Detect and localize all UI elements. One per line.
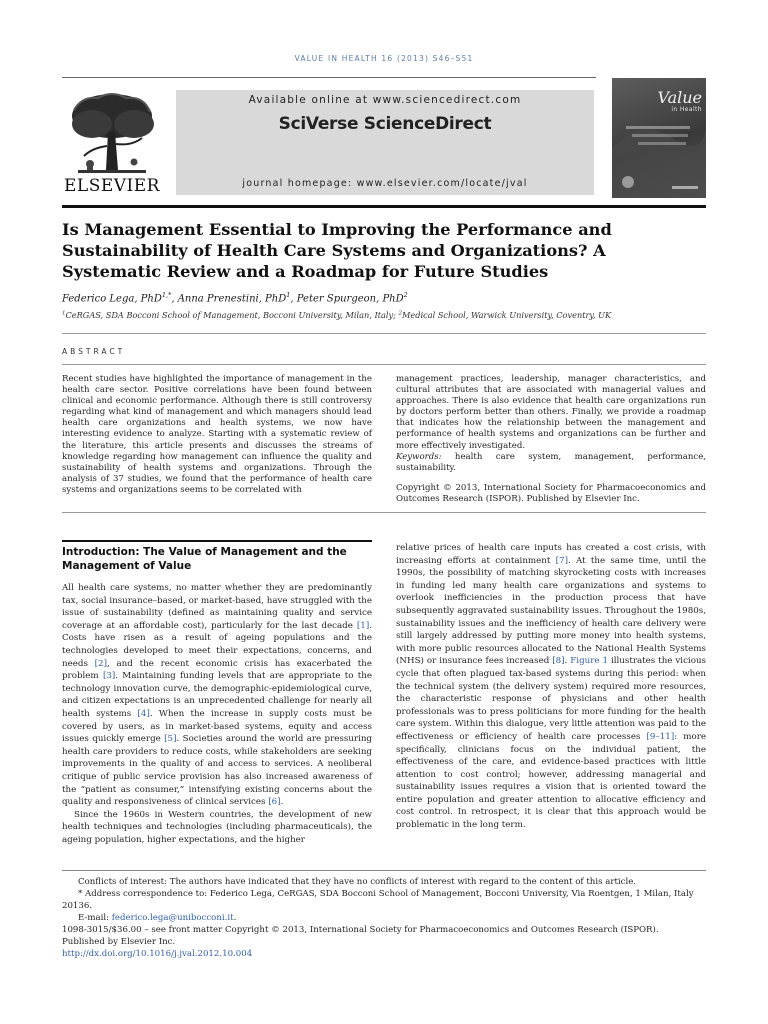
affiliations: [62, 310, 702, 320]
header-thick-rule: [62, 205, 706, 208]
journal-reference: VALUE IN HEALTH 16 (2013) S46–S51: [294, 54, 474, 63]
author-name: Anna Prenestini, PhD: [177, 293, 287, 305]
author-sup: 2: [403, 291, 408, 299]
keywords-label: Keywords:: [396, 451, 442, 462]
intro-left-column: [62, 582, 372, 846]
affiliation: Medical School, Warwick University, Coventry, UK: [402, 310, 612, 320]
cover-title: [612, 90, 702, 105]
section-heading-introduction: Introduction: The Value of Management and the Management of Value: [62, 546, 347, 572]
abstract-right-column: [396, 374, 706, 505]
abstract-heading-rule: [62, 364, 706, 365]
journal-homepage-link[interactable]: journal homepage: www.elsevier.com/locate/jval: [242, 178, 528, 189]
abstract-left-column: [62, 374, 372, 496]
intro-paragraph-2: Since the 1960s in Western countries, the development of new health techniques and technologies (including pharmaceuticals), the ageing population, higher expectations, and the higher: [62, 809, 372, 845]
citation-link[interactable]: [8]: [552, 656, 565, 667]
citation-link[interactable]: [9–11]: [646, 731, 675, 742]
doi-link[interactable]: http://dx.doi.org/10.1016/j.jval.2012.10.004: [62, 949, 253, 959]
affiliation: CeRGAS, SDA Bocconi School of Management, Bocconi University, Milan, Italy;: [65, 310, 396, 320]
citation-link[interactable]: [1]: [356, 620, 370, 631]
conflicts-note: Conflicts of interest: The authors have indicated that they have no conflicts of interest with regard to the content of this article.: [78, 877, 637, 887]
author-sup: 1: [286, 291, 291, 299]
citation-link[interactable]: [5]: [164, 734, 177, 745]
issn-line: 1098-3015/$36.00 – see front matter Copyright © 2013, International Society for Pharmacoeconomics and Outcomes Research (ISPOR).: [62, 925, 659, 935]
abstract-top-rule: [62, 333, 706, 334]
abstract-heading: ABSTRACT: [62, 347, 126, 356]
abstract-text-left: Recent studies have highlighted the importance of management in the health care sector. Positive correlations have been found between clinical and economic performance. Although there is still controversy regarding what kind of management and which managers should lead health care organizations and health systems, we now have interesting evidence to analyze. Starting with a systematic review of the literature, this article presents and discusses the streams of knowledge regarding how management can influence the quality and sustainability of health systems and organizations. Through the analysis of 37 studies, we found that the performance of health care systems and organizations seems to be correlated with: [62, 374, 372, 495]
figure-link[interactable]: Figure 1: [570, 656, 608, 667]
publisher-wordmark: ELSEVIER: [64, 176, 160, 196]
section-rule: [62, 540, 372, 542]
citation-link[interactable]: [4]: [137, 708, 150, 719]
published-line: Published by Elsevier Inc.: [62, 937, 176, 947]
abstract-text-right: management practices, leadership, manager characteristics, and cultural attributes that are associated with managerial values and approaches. There is also evidence that health care organizations run by doctors perform better than others. Finally, we provide a roadmap that indicates how the relationship between the management and performance of health systems and organizations can be further and more effectively investigated.: [396, 374, 706, 451]
article-title: Is Management Essential to Improving the Performance and Sustainability of Health Care Systems and Organizations? A Systematic Review and a Roadmap for Future Studies: [62, 220, 612, 281]
cover-title-line1: Value: [657, 88, 702, 107]
footnotes: [62, 876, 706, 960]
author-name: Peter Spurgeon, PhD: [296, 293, 404, 305]
intro-paragraph-1: All health care systems, no matter whether they are predominantly tax, social insurance–based, or market-based, have struggled with the issue of sustainability (defined as maintaining quality and service coverage at an affordable cost), particularly for the last decade [1]. Costs have risen as a result of ageing populations and the technologies developed to meet their expectations, concerns, and needs [2], and the recent economic crisis has exacerbated the problem [3]. Maintaining funding levels that are appropriate to the technology innovation curve, the demographic-epidemiological curve, and citizen expectations is an unprecedented challenge for nearly all health systems [4]. When the increase in supply costs must be covered by users, as in market-based systems, equity and access issues quickly emerge [5]. Societies around the world are pressuring health care providers to reduce costs, while stakeholders are seeking improvements in the quality of and access to services. A neoliberal critique of public service provision has also increased awareness of the “patient as consumer,” intensifying existing concerns about the quality and responsiveness of clinical services [6].: [62, 583, 372, 808]
abstract-bottom-rule: [62, 512, 706, 513]
footnote-rule: [62, 870, 706, 871]
cover-subtitle: in Health: [671, 106, 702, 113]
intro-right-column: [396, 542, 706, 832]
citation-link[interactable]: [3]: [102, 671, 116, 682]
email-link[interactable]: federico.lega@unibocconi.it: [111, 913, 234, 923]
keywords: [396, 452, 706, 474]
author-list: Federico Lega, PhD$^{1,*}$, Anna Prenestini, PhD$^1$, Peter Spurgeon, PhD$^2$: [62, 291, 408, 305]
abstract-copyright: Copyright © 2013, International Society for Pharmacoeconomics and Outcomes Research (ISPOR). Published by Elsevier Inc.: [396, 482, 706, 504]
affil-sup: 2: [398, 310, 403, 317]
author-sup: 1,*: [161, 291, 172, 299]
email-note: E-mail: federico.lega@unibocconi.it.: [78, 913, 237, 923]
header-rule: [62, 77, 596, 78]
citation-link[interactable]: [6]: [268, 797, 281, 808]
available-online-text: Available online at www.sciencedirect.com: [248, 94, 522, 106]
citation-link[interactable]: [7]: [555, 555, 568, 566]
intro-paragraph-continued: relative prices of health care inputs has created a cost crisis, with increasing efforts at containment [7]. At the same time, until the 1990s, the possibility of matching skyrocketing costs with increases in funding led many health care organizations and systems to overlook inefficiencies in the production process that have subsequently aggravated sustainability issues. Throughout the 1980s, sustainability issues and the inefficiency of health care delivery were still largely addressed by putting more money into health systems, with more public resources allocated to the National Health Systems (NHS) or insurance fees increased [8]. Figure 1 illustrates the vicious cycle that often plagued tax-based systems during this period: when the technical system (the delivery system) required more resources, the characteristic response of physicians and other health professionals was to press politicians for more funding for the health care system. Within this dialogue, very little attention was paid to the effectiveness or efficiency of health care processes [9–11]: more specifically, clinicians focus on the individual patient, the effectiveness of the care, and evidence-based practices with little attention to cost control; however, addressing managerial and sustainability issues requires a vision that is oriented toward the entire population and greater attention to allocative efficiency and cost control. In retrospect, it is clear that this approach would be problematic in the long term.: [396, 543, 706, 831]
keywords-text: health care system, management, performance, sustainability.: [396, 451, 707, 473]
correspondence-note: * Address correspondence to: Federico Lega, CeRGAS, SDA Bocconi School of Management, Bocconi University, Via Roentgen, 1 Milan, Italy 20136.: [62, 889, 694, 911]
affil-sup: 1: [62, 310, 66, 317]
author-name: Federico Lega, PhD: [62, 293, 162, 305]
sciencedirect-brand: SciVerse ScienceDirect: [278, 114, 492, 134]
citation-link[interactable]: [2]: [94, 658, 107, 669]
